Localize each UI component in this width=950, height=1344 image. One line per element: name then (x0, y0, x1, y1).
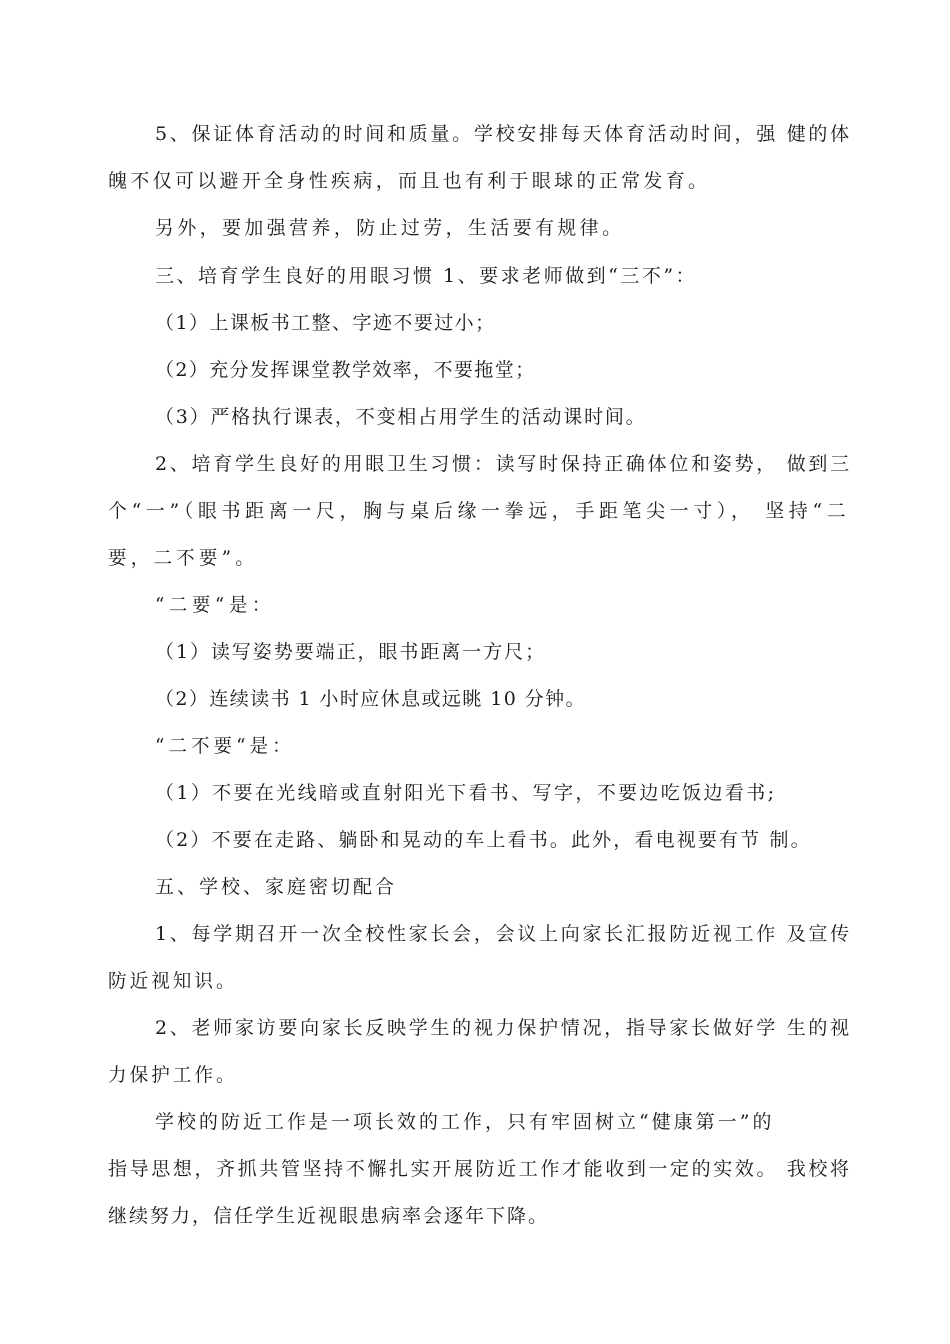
list-item: （2）充分发挥课堂教学效率，不要拖堂； (155, 359, 536, 381)
text-line: 魄不仅可以避开全身性疾病，而且也有利于眼球的正常发育。 (108, 170, 711, 192)
text-line: 防近视知识。 (108, 970, 238, 992)
section-heading: 三、培育学生良好的用眼习惯 1、要求老师做到“三不”： (155, 265, 698, 287)
section-heading: 五、学校、家庭密切配合 (155, 876, 398, 898)
text-line: 学校的防近工作是一项长效的工作，只有牢固树立“健康第一”的 (155, 1111, 775, 1133)
list-item: （1）上课板书工整、字迹不要过小； (155, 312, 496, 334)
list-item: （1）读写姿势要端正，眼书距离一方尺； (155, 641, 547, 663)
text-line: 2、培育学生良好的用眼卫生习惯：读写时保持正确体位和姿势， 做到三 (155, 453, 852, 475)
list-item: （3）严格执行课表，不变相占用学生的活动课时间。 (155, 406, 647, 428)
text-line: “二要“是： (155, 594, 275, 616)
text-line: 指导思想，齐抓共管坚持不懈扎实开展防近工作才能收到一定的实效。 我校将 (108, 1158, 852, 1180)
list-item: （1）不要在光线暗或直射阳光下看书、写字，不要边吃饭边看书; (155, 782, 777, 804)
list-item: （2）连续读书 1 小时应休息或远眺 10 分钟。 (155, 688, 586, 710)
text-line: 个“一”（眼书距离一尺，胸与桌后缘一拳远，手距笔尖一寸）， 坚持“二 (108, 500, 851, 522)
text-line: 1、每学期召开一次全校性家长会，会议上向家长汇报防近视工作 及宣传 (155, 923, 852, 945)
text-line: 另外，要加强营养，防止过劳，生活要有规律。 (155, 217, 625, 239)
list-item: （2）不要在走路、躺卧和晃动的车上看书。此外，看电视要有节 制。 (155, 829, 812, 851)
text-line: 5、保证体育活动的时间和质量。学校安排每天体育活动时间，强 健的体 (155, 123, 852, 145)
text-line: “二不要“是： (155, 735, 295, 757)
text-line: 2、老师家访要向家长反映学生的视力保护情况，指导家长做好学 生的视 (155, 1017, 852, 1039)
text-line: 继续努力，信任学生近视眼患病率会逐年下降。 (108, 1205, 550, 1227)
text-line: 力保护工作。 (108, 1064, 238, 1086)
text-line: 要，二不要”。 (108, 547, 259, 569)
